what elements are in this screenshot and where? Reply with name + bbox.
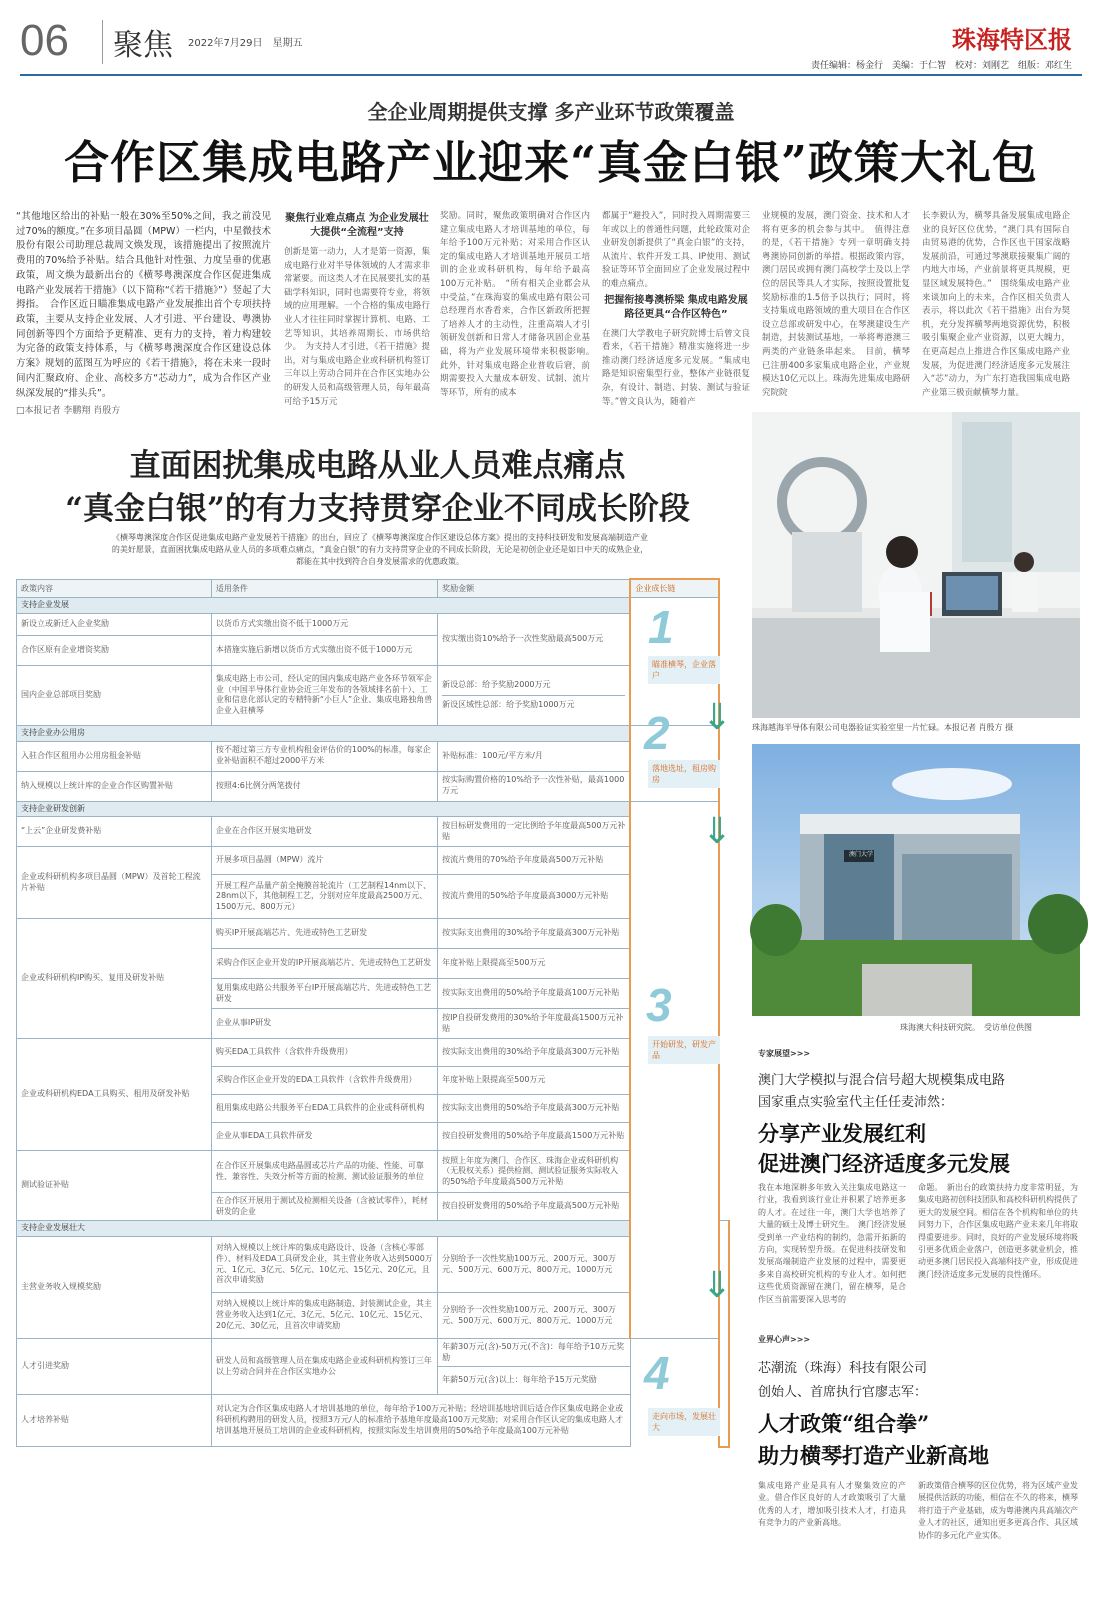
category-label: 支持企业研发创新 (17, 801, 631, 817)
column-text: 都属于“避投入”，同时投入周期需要三年或以上的普通性问题，此轮政策对企业研发创新提供了“真金白银”的支持，从流片、软件开发工具、IP使用、测试验证等环节全面回应了企业发展过程中的难点痛点。 (602, 211, 750, 289)
arrow-down-icon: ⇓ (702, 697, 733, 738)
column-text: 奖励。同时，聚焦政策明确对合作区内建立集成电路人才培训基地的单位，每年给予100万元补贴；对采用合作区认定的集成电路人才培训基地开展员工培训的企业或科研机构，每年给予最高100万元补贴。 “所有相关企业都会从中受益，”在珠海宴的集成电路有限公司总经理肖水香看来，合作区新政所把握了培养人才的主动性，注重高端人才引领研发创新和日常人才储备巩固企业基础，将为产业发展环境带来积极影响。 此外，针对集成电路企业普收后窘，前期需要投入大量成本研发、试制、流片等环节，所有的成本 (440, 211, 599, 398)
table-row (17, 1339, 730, 1367)
policy-condition: 企业在合作区开展实地研发 (211, 817, 437, 847)
article-column-4 (762, 210, 910, 408)
header-growth-chain: 企业成长链 (630, 579, 719, 598)
column-text: 创新是第一动力，人才是第一资源，集成电路行业对半导体领域的人才需求非常紧要。而这类人才在民展要扎实的基础学科知识，同时也需要符专业，将领域的应用理解。一个合格的集成电路行业人才往往同时掌握计算机、电路、工艺等知识，其培养周期长、市场供给少。 为支持人才引进，《若干措施》提出，对与集成电路企业或科研机构签订三年以上劳动合同并在合作区实地办公的研发人员和高级管理人员，每年最高可给予15万元 (284, 247, 430, 407)
feature-headline-2: “真金白银”的有力支持贯穿企业不同成长阶段 (65, 491, 690, 527)
policy-name: 主营业务收入规模奖励 (17, 1237, 212, 1339)
policy-condition: 按不超过第三方专业机构租金评估价的100%的标准，每家企业补贴面积不超过2000平方米 (211, 741, 437, 771)
stage-label: 瞄准横琴，企业落户 (648, 656, 720, 684)
expert-kicker: 专家展望>>> (758, 1049, 811, 1058)
column-text: 业规模的发展，澳门资金、技术和人才将有更多的机会参与其中。 值得注意的是，《若干措施》专列一章明确支持粤澳协同创新的举措。根据政策内容，澳门居民或拥有澳门高校学士及以上学位的居民等具人才实际，按照设置批复奖励标准的1.5倍予以执行；同时，将支持集成电路领域的重大项目在合作区设立总部或研发中心，在琴澳建设生产制造，封装测试基地，一举将粤港澳三两类的产业链条串起来。 目前，横琴已注册400多家集成电路企业，产业规模达10亿元以上。珠海先进集成电路研究院院 (762, 211, 910, 398)
expert-text-col-2: 命题。 新出台的政策扶持力度非常明显，为集成电路初创科技团队和高校科研机构提供了更大的发展空间。相信在各个机构和单位的共同努力下，合作区集成电路产业未来几年将取得重要进步。同时，良好的产业发展环境将吸引更多优质企业落户，创造更多就业机会，推动更多澳门居民投入高端科技产业，形成促进澳门经济适度多元发展的良性循环。 (918, 1183, 1078, 1279)
policy-condition: 购买EDA工具软件（含软件升级费用） (211, 1039, 437, 1067)
arrow-down-icon: ⇓ (702, 1265, 733, 1306)
policy-amount: 年薪30万元(含)-50万元(不含)：每年给予10万元奖励 (438, 1339, 631, 1367)
article-column-3 (602, 210, 750, 408)
dateline (188, 34, 303, 49)
policy-condition: 本措施实施后新增以货币方式实缴出资不低于1000万元 (211, 635, 437, 665)
page-number: 06 (20, 16, 69, 65)
arrow-down-icon: ⇓ (702, 811, 733, 852)
category-label: 支持企业办公用房 (17, 725, 631, 741)
policy-condition: 以货币方式实缴出资不低于1000万元 (211, 613, 437, 635)
table-row (17, 1237, 730, 1293)
policy-name: 新设立或新迁入企业奖励 (17, 613, 212, 635)
table-row (17, 919, 730, 949)
policy-condition: 采购合作区企业开发的EDA工具软件（含软件升级费用） (211, 1067, 437, 1095)
column-text: 在澳门大学教电子研究院博士后曾文良看来，《若干措施》精准实施将进一步推动澳门经济适度多元发展。“集成电路是知识密集型行业，整体产业链很复杂，有设计、制造、封装、测试与验证等。”曾文良认为，随着产 (602, 328, 750, 407)
article-column-1 (284, 210, 430, 408)
policy-amount: 按流片费用的50%给予年度最高3000万元补贴 (438, 875, 631, 919)
lead-subhead: 全企业周期提供支撑 多产业环节政策覆盖 (367, 100, 735, 124)
policy-condition: 企业从事IP研发 (211, 1009, 437, 1039)
stage-number: 3 (646, 979, 672, 1031)
policy-condition: 对认定为合作区集成电路人才培训基地的单位，每年给予100万元补贴；经培训基地培训后适合作区集成电路企业或科研机构聘用的研发人员，按照3万元/人的标准给予基地年度最高100万元奖励；对采用合作区认定的集成电路人才培训基地开展员工培训的企业或科研机构，按照实际发生培训费用的50%给予年度最高100万元补贴 (211, 1395, 630, 1447)
policy-name: 国内企业总部项目奖励 (17, 665, 212, 725)
editor-credits: 责任编辑：杨金行 美编：于仁智 校对：刘刚艺 组版：邓红生 (810, 61, 1072, 71)
policy-name: 合作区原有企业增资奖励 (17, 635, 212, 665)
table-row (17, 613, 730, 635)
policy-condition: 企业从事EDA工具软件研发 (211, 1123, 437, 1151)
lead-paragraph (16, 210, 271, 419)
policy-condition: 采购合作区企业开发的IP开展高端芯片、先进或特色工艺研发 (211, 949, 437, 979)
policy-condition: 集成电路上市公司、经认定的国内集成电路产业各环节领军企业（中国半导体行业协会近三年发布的各领域排名前十）、工业和信息化部认定的专精特新“小巨人”企业、集成电路独角兽企业入驻横琴 (211, 665, 437, 725)
policy-amount: 按自投研发费用的50%给予年度最高1500万元补贴 (438, 1123, 631, 1151)
table-row (17, 771, 730, 801)
policy-condition: 对纳入规模以上统计库的集成电路设计、设备（含核心零部件）、材料及EDA工具研发企业，其主营业务收入达到5000万元、1亿元、3亿元、5亿元、10亿元、15亿元、20亿元，且首次申请奖励 (211, 1237, 437, 1293)
category-label: 支持企业发展壮大 (17, 1221, 631, 1237)
section-title: 聚焦 (102, 20, 173, 64)
policy-condition: 在合作区开展集成电路晶圆或芯片产品的功能、性能、可靠性、兼容性、失效分析等方面的检测、测试验证服务的单位 (211, 1151, 437, 1193)
industry-text-col-1: 集成电路产业是具有人才聚集效应的产业。借合作区良好的人才政策吸引了大量优秀的人才，增加吸引技术人才，打造具有竞争力的产业新高地。 (758, 1481, 906, 1528)
table-row (17, 741, 730, 771)
newspaper-logo: 珠海特区报 (952, 25, 1072, 54)
category-row (17, 598, 730, 614)
table-row (17, 1151, 730, 1193)
industry-title-2: 创始人、首席执行官廖志军： (758, 1385, 928, 1400)
policy-name: 企业或科研机构IP购买、复用及研发补贴 (17, 919, 212, 1039)
policy-condition: 开展多项目晶圆（MPW）流片 (211, 847, 437, 875)
policy-amount: 年度补贴上限提高至500万元 (438, 1067, 631, 1095)
article-column-5 (922, 210, 1070, 408)
policy-name: 企业或科研机构EDA工具购买、租用及研发补贴 (17, 1039, 212, 1151)
policy-name: 纳入规模以上统计库的企业合作区购置补贴 (17, 771, 212, 801)
policy-name: 人才引进奖励 (17, 1339, 212, 1395)
policy-name: 人才培养补贴 (17, 1395, 212, 1447)
amount-line: 新设区域性总部：给予奖励1000万元 (442, 699, 575, 709)
industry-kicker: 业界心声>>> (758, 1335, 811, 1344)
expert-title-2: 国家重点实验室代主任任麦沛然： (758, 1095, 954, 1110)
lab-photo (752, 412, 1080, 718)
building-photo-caption: 珠海澳大科技研究院。 受访单位供图 (900, 1023, 1032, 1032)
category-label: 支持企业发展 (17, 598, 631, 614)
policy-amount: 按实际支出费用的30%给予年度最高300万元补贴 (438, 1039, 631, 1067)
category-row (17, 1221, 730, 1237)
amount-line: 新设总部：给予奖励2000万元 (442, 676, 625, 696)
building-photo-art (752, 744, 1080, 1016)
header-amount: 奖励金额 (438, 579, 631, 598)
policy-condition: 开展工程产品量产前全掩膜首轮流片（工艺制程14nm以下、28nm以下，其他制程工艺，分别对应年度最高2500万元、1500万元、800万元） (211, 875, 437, 919)
masthead (20, 14, 1082, 74)
policy-amount: 按自投研发费用的50%给予年度最高500万元补贴 (438, 1193, 631, 1221)
policy-amount: 按实际支出费用的50%给予年度最高100万元补贴 (438, 979, 631, 1009)
policy-condition: 复用集成电路公共服务平台IP开展高端芯片、先进或特色工艺研发 (211, 979, 437, 1009)
category-row (17, 801, 730, 817)
table-row (17, 817, 730, 847)
stage-cell-4 (719, 1221, 729, 1447)
weekday: 星期五 (272, 38, 303, 49)
policy-table-wrap (16, 578, 733, 1588)
feature-headline-1: 直面困扰集成电路从业人员难点痛点 (129, 448, 626, 484)
masthead-rule (20, 74, 1082, 76)
table-row (17, 847, 730, 875)
lead-headline: 合作区集成电路产业迎来“真金白银”政策大礼包 (64, 136, 1038, 189)
policy-amount (438, 665, 631, 725)
industry-headline-2: 助力横琴打造产业新高地 (758, 1443, 989, 1468)
table-row (17, 1039, 730, 1067)
industry-title-1: 芯潮流（珠海）科技有限公司 (758, 1361, 928, 1376)
policy-condition: 按照4:6比例分两笔拨付 (211, 771, 437, 801)
policy-condition: 租用集成电路公共服务平台EDA工具软件的企业或科研机构 (211, 1095, 437, 1123)
stage-cell-3 (630, 801, 719, 1339)
lead-text: “其他地区给出的补贴一般在30%至50%之间，我之前没见过70%的额度。”在多项目晶圆（MPW）一栏内，中星微技术股份有限公司助理总裁周文焕发现，该措施提出了按照流片费用的70%给予补贴。结合具他针对性强、力度呈垂的优惠政策，周文焕为最新出台的《横琴粤澳深度合作区促进集成电路产业发展若干措施》（以下简称“《若干措施》”）竖起了大拇指。 合作区近日瞄准集成电路产业发展推出首个专项扶持政策，主要从支持企业发展、人才引进、平台建设、粤澳协同创新等四个方面给予更精准、更有力的支持，着力构建较为完备的政策支持体系，与《横琴粤澳深度合作区建设总体方案》规划的蓝图互为呼应的《若干措施》，将在未来一段时间内汇聚政府、企业、高校多方“芯动力”，成为合作区产业纵深发展的“排头兵”。 (16, 211, 271, 399)
category-row (17, 725, 730, 741)
policy-name: “上云”企业研发费补贴 (17, 817, 212, 847)
policy-condition: 购买IP开展高端芯片、先进或特色工艺研发 (211, 919, 437, 949)
policy-amount: 按实际支出费用的30%给予年度最高300万元补贴 (438, 919, 631, 949)
table-row (17, 665, 730, 725)
header-policy: 政策内容 (17, 579, 212, 598)
feature-intro: 《横琴粤澳深度合作区促进集成电路产业发展若干措施》的出台，回应了《横琴粤澳深度合作区建设总体方案》提出的支持科技研发和发展高端制造产业的美好愿景，直面困扰集成电路从业人员的多项难点痛点，“真金白银”的有力支持贯穿企业的不同成长阶段，无论是初创企业还是如日中天的成熟企业，都能在其中找到符合自身发展需求的优惠政策。 (111, 533, 649, 566)
policy-amount: 按实缴出资10%给予一次性奖励最高500万元 (438, 613, 631, 665)
column-subtitle: 聚焦行业难点痛点 为企业发展壮大提供“全流程”支持 (285, 213, 429, 238)
policy-amount: 按实际购置价格的10%给予一次性补贴，最高1000万元 (438, 771, 631, 801)
policy-amount: 分别给予一次性奖励100万元、200万元、300万元、500万元、600万元、800万元、1000万元 (438, 1293, 631, 1339)
policy-amount: 年度补贴上限提高至500万元 (438, 949, 631, 979)
table-row (17, 1395, 730, 1447)
column-text: 长李毅认为，横琴具备发展集成电路企业的良好区位优势，“澳门具有国际自由贸易港的优势，合作区也干国家战略发展前沿，可通过琴澳联接聚集广阔的内地大市场，产业前景将更具规模，更显区域发展特色。” 围绕集成电路产业来谈加向上的未来，合作区相关负责人表示，将以此次《若干措施》出台为契机，充分发挥横琴两地资源优势，积极吸引集聚企业产业资源，以更大魄力，在更高起点上推进合作区集成电路产业发展，为促进澳门经济适度多元发展注入“芯”动力，为广东打造我国集成电路产业第三极贡献横琴力量。 (922, 211, 1070, 398)
expert-headline-1: 分享产业发展红利 (758, 1121, 926, 1146)
stage-label: 开始研发，研发产品 (648, 1036, 720, 1064)
industry-text-col-2: 新政策借合横琴的区位优势，将为区域产业发展提供活跃的功能，相信在不久的将来，横琴将打造于产业基础，成为粤港澳内具高端次产业人才的社区，通知出更多更高合作、具区域协作的多元化产业实体。 (918, 1481, 1078, 1540)
stage-label: 落地选址，租房购房 (648, 760, 720, 788)
policy-amount: 按照上年度为澳门、合作区、珠海企业或科研机构（无股权关系）提供检测、测试验证服务实际收入的50%给予年度最高500万元补贴 (438, 1151, 631, 1193)
policy-amount: 补贴标准：100元/平方米/月 (438, 741, 631, 771)
building-sign: 澳门大学 (848, 851, 873, 858)
policy-condition: 对纳入规模以上统计库的集成电路制造、封装测试企业，其主营业务收入达到1亿元、3亿元、5亿元、10亿元、15亿元、20亿元、30亿元，且首次申请奖励 (211, 1293, 437, 1339)
header-condition: 适用条件 (211, 579, 437, 598)
byline: □本报记者 李鹏翔 肖殷方 (16, 406, 121, 417)
stage-number: 2 (644, 707, 670, 759)
stage-label: 走向市场，发展壮大 (648, 1408, 720, 1436)
lab-photo-caption: 珠海越海半导体有限公司电器验证实验室里一片忙碌。本报记者 肖殷方 摄 (752, 723, 1014, 732)
expert-title-1: 澳门大学模拟与混合信号超大规模集成电路 (758, 1073, 1006, 1088)
policy-name: 入驻合作区租用办公用房租金补贴 (17, 741, 212, 771)
industry-headline-1: 人才政策“组合拳” (758, 1411, 930, 1436)
policy-amount: 按IP自投研发费用的30%给予年度最高1500万元补贴 (438, 1009, 631, 1039)
expert-headline-2: 促进澳门经济适度多元发展 (758, 1151, 1010, 1176)
article-column-2 (440, 210, 599, 408)
stage-number: 4 (644, 1347, 670, 1399)
policy-amount: 年薪50万元(含)以上：每年给予15万元奖励 (438, 1367, 631, 1395)
column-subtitle: 把握衔接粤澳桥梁 集成电路发展路径更具“合作区特色” (604, 294, 748, 320)
policy-table (16, 578, 733, 1448)
lab-photo-art (752, 412, 1080, 718)
policy-amount: 按流片费用的70%给予年度最高500万元补贴 (438, 847, 631, 875)
policy-amount: 按目标研发费用的一定比例给予年度最高500万元补贴 (438, 817, 631, 847)
table-header-row (17, 579, 730, 598)
policy-amount: 按实际支出费用的50%给予年度最高300万元补贴 (438, 1095, 631, 1123)
policy-condition: 研发人员和高级管理人员在集成电路企业或科研机构签订三年以上劳动合同并在合作区实地办公 (211, 1339, 437, 1395)
building-photo (752, 744, 1080, 1016)
policy-name: 企业或科研机构多项目晶圆（MPW）及首轮工程流片补贴 (17, 847, 212, 919)
stage-number: 1 (648, 601, 674, 653)
expert-text-col-1: 我在本地深耕多年致入关注集成电路这一行业，我看到该行业让并积累了培养更多的人才。在过往一年，澳门大学也培养了大量的硕士及博士研究生。 澳门经济发展受到单一产业结构的制约，急需开拓新的方向，实现转型升级。在促进科技研发和发展高端制造产业发展的过程中，需要更多来自高校研究机构的专业人才。如何把这些优质资源留在澳门，留在横琴，是合作区当前需要深入思考的 (758, 1183, 906, 1304)
date: 2022年7月29日 (188, 38, 263, 49)
policy-name: 测试验证补贴 (17, 1151, 212, 1221)
policy-amount: 分别给予一次性奖励100万元、200万元、300万元、500万元、600万元、800万元、1000万元 (438, 1237, 631, 1293)
policy-condition: 在合作区开展用于测试及检测相关设备（含被试零件），耗材研发的企业 (211, 1193, 437, 1221)
